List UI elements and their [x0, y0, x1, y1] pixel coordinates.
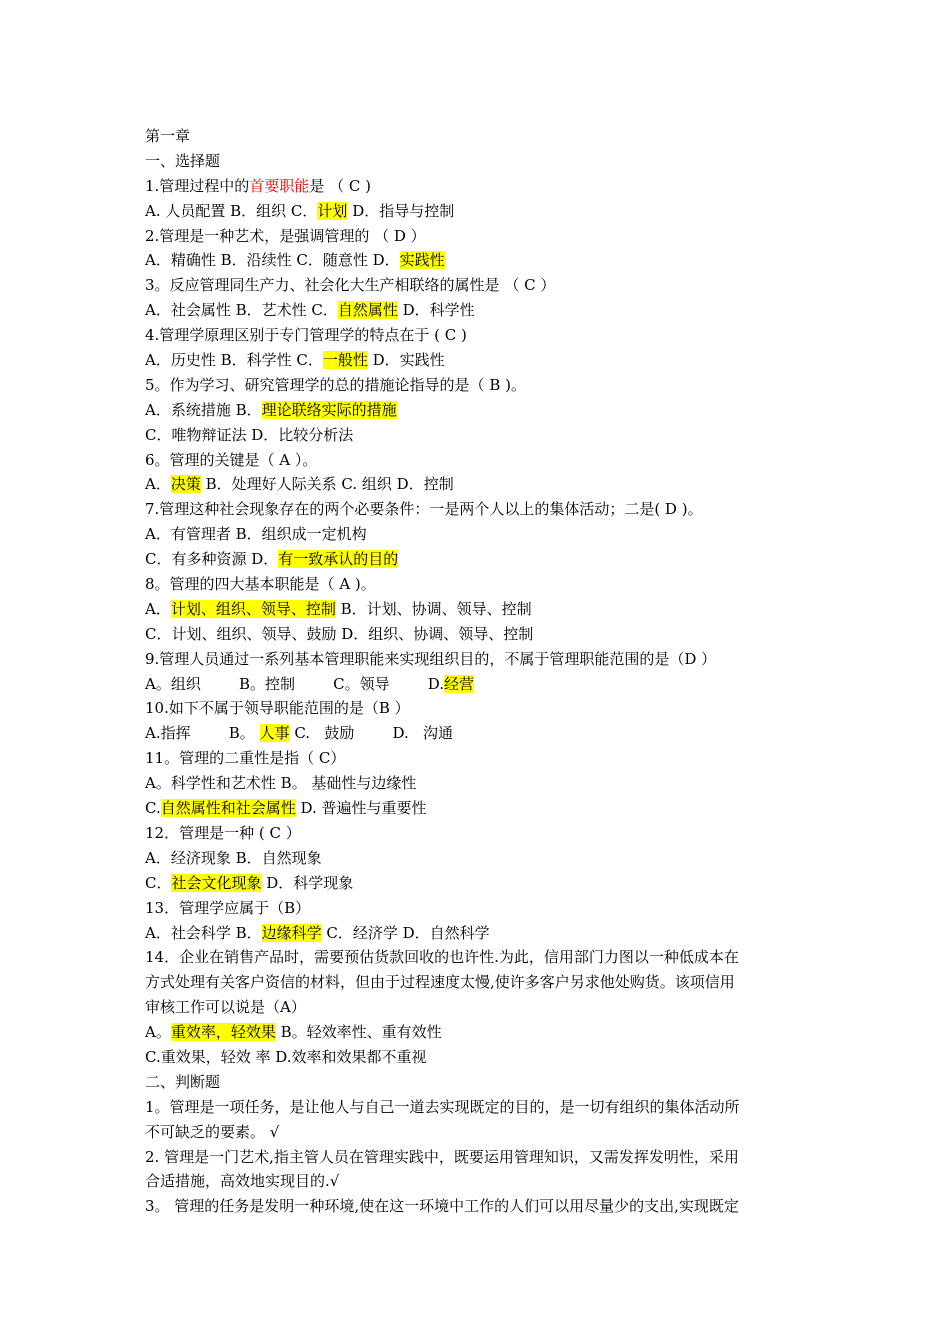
highlighted-answer: 理论联络实际的措施: [261, 400, 397, 419]
text-segment: 方式处理有关客户资信的材料，但由于过程速度太慢,使许多客户另求他处购货。该项信用: [145, 973, 735, 992]
text-line: [145, 273, 810, 298]
text-segment: 7.管理这种社会现象存在的两个必要条件：一是两个人以上的集体活动；二是( D )。: [145, 500, 703, 519]
text-segment: A。组织 B。控制 C。领导 D.: [145, 674, 445, 693]
text-line: [145, 298, 810, 323]
text-segment: A．系统措施 B．: [145, 400, 262, 419]
text-segment: B．处理好人际关系 C. 组织 D．控制: [200, 475, 454, 494]
text-line: [145, 547, 810, 572]
text-line: [145, 647, 810, 672]
text-segment: C．唯物辩证法 D．比较分析法: [145, 425, 354, 444]
highlighted-answer: 经营: [444, 674, 475, 693]
text-line: [145, 522, 810, 547]
text-segment: A．经济现象 B．自然现象: [145, 848, 322, 867]
text-line: [145, 970, 810, 995]
text-segment: A．: [145, 599, 171, 618]
text-line: [145, 921, 810, 946]
text-line: [145, 1194, 810, 1219]
highlighted-answer: 计划、组织、领导、控制: [170, 599, 336, 618]
emphasized-text: 首要职能: [249, 176, 310, 195]
text-segment: D. 普遍性与重要性: [295, 799, 427, 818]
text-segment: 4.管理学原理区别于专门管理学的特点在于 ( C ): [145, 326, 467, 345]
text-segment: 10.如下不属于领导职能范围的是（B ）: [145, 699, 410, 718]
text-segment: 二、判断题: [145, 1072, 221, 1091]
text-line: [145, 124, 810, 149]
text-segment: 5。作为学习、研究管理学的总的措施论指导的是（ B )。: [145, 375, 526, 394]
text-segment: 9.管理人员通过一系列基本管理职能来实现组织目的，不属于管理职能范围的是（D ）: [145, 649, 717, 668]
text-segment: A．有管理者 B．组织成一定机构: [145, 525, 367, 544]
text-segment: 是 （ C ): [309, 176, 371, 195]
text-line: [145, 224, 810, 249]
text-segment: 12．管理是一种 ( C ）: [145, 823, 301, 842]
highlighted-answer: 人事: [259, 724, 290, 743]
text-line: [145, 472, 810, 497]
text-line: [145, 398, 810, 423]
highlighted-answer: 实践性: [399, 251, 445, 270]
text-segment: C．: [145, 873, 172, 892]
text-segment: C．经济学 D．自然科学: [321, 923, 490, 942]
text-line: [145, 771, 810, 796]
text-segment: C.: [145, 799, 161, 818]
text-segment: 3。反应管理同生产力、社会化大生产相联络的属性是 （ C ）: [145, 276, 556, 295]
text-line: [145, 199, 810, 224]
text-segment: 第一章: [145, 127, 191, 145]
text-line: [145, 696, 810, 721]
text-line: [145, 448, 810, 473]
text-line: [145, 248, 810, 273]
text-line: [145, 149, 810, 174]
text-line: [145, 597, 810, 622]
text-line: [145, 846, 810, 871]
text-line: [145, 821, 810, 846]
text-segment: 14．企业在销售产品时，需要预估货款回收的也许性.为此，信用部门力图以一种低成本在: [145, 948, 739, 967]
highlighted-answer: 重效率，轻效果: [170, 1023, 276, 1042]
text-line: [145, 1145, 810, 1170]
text-line: [145, 871, 810, 896]
text-line: [145, 896, 810, 921]
highlighted-answer: 有一致承认的目的: [278, 550, 399, 569]
highlighted-answer: 决策: [170, 475, 201, 494]
document-body: [145, 124, 810, 1219]
text-segment: 合适措施，高效地实现目的.√: [145, 1172, 340, 1191]
text-segment: 1。管理是一项任务，是让他人与自己一道去实现既定的目的，是一切有组织的集体活动所: [145, 1097, 740, 1116]
text-line: [145, 1045, 810, 1070]
text-segment: A．社会属性 B．艺术性 C．: [145, 301, 338, 320]
text-segment: A．社会科学 B．: [145, 923, 262, 942]
highlighted-answer: 自然属性: [337, 301, 398, 320]
text-segment: 6。管理的关键是（ A ）。: [145, 450, 318, 469]
text-line: [145, 995, 810, 1020]
text-line: [145, 348, 810, 373]
text-segment: C.重效果，轻效 率 D.效率和效果都不重视: [145, 1047, 427, 1066]
text-line: [145, 622, 810, 647]
text-segment: C. 鼓励 D. 沟通: [289, 724, 454, 743]
highlighted-answer: 社会文化现象: [171, 873, 262, 892]
text-line: [145, 1120, 810, 1145]
text-line: [145, 1095, 810, 1120]
text-segment: 不可缺乏的要素。 √: [145, 1122, 280, 1141]
text-segment: D．实践性: [367, 351, 445, 370]
text-line: [145, 1020, 810, 1045]
highlighted-answer: 边缘科学: [261, 923, 322, 942]
text-segment: A．历史性 B．科学性 C．: [145, 351, 323, 370]
text-segment: B．计划、协调、领导、控制: [335, 599, 532, 618]
text-line: [145, 323, 810, 348]
text-segment: A。: [145, 1023, 171, 1042]
text-segment: D．科学现象: [261, 873, 354, 892]
text-segment: 11。管理的二重性是指（ C）: [145, 749, 346, 768]
text-segment: A．: [145, 475, 171, 494]
text-line: [145, 423, 810, 448]
text-segment: A。科学性和艺术性 B。 基础性与边缘性: [145, 774, 417, 793]
text-segment: A．精确性 B．沿续性 C．随意性 D．: [145, 251, 400, 270]
highlighted-answer: 一般性: [322, 351, 368, 370]
text-line: [145, 497, 810, 522]
text-segment: 审核工作可以说是（A）: [145, 998, 306, 1017]
text-segment: D．指导与控制: [347, 201, 455, 220]
text-line: [145, 1070, 810, 1095]
text-line: [145, 945, 810, 970]
text-line: [145, 746, 810, 771]
text-segment: D．科学性: [397, 301, 475, 320]
text-segment: A. 人员配置 B．组织 C．: [145, 201, 318, 220]
text-segment: B。轻效率性、重有效性: [275, 1023, 442, 1042]
text-line: [145, 796, 810, 821]
text-segment: C．有多种资源 D．: [145, 550, 279, 569]
text-line: [145, 373, 810, 398]
text-line: [145, 174, 810, 199]
text-line: [145, 572, 810, 597]
highlighted-answer: 计划: [317, 201, 348, 220]
text-line: [145, 1169, 810, 1194]
text-segment: 8。管理的四大基本职能是（ A )。: [145, 575, 376, 594]
text-segment: 一、选择题: [145, 151, 221, 170]
text-segment: 2. 管理是一门艺术,指主管人员在管理实践中，既要运用管理知识，又需发挥发明性，采用: [145, 1147, 739, 1166]
text-line: [145, 672, 810, 697]
text-line: [145, 721, 810, 746]
highlighted-answer: 自然属性和社会属性: [160, 799, 296, 818]
text-segment: 13．管理学应属于（B）: [145, 898, 311, 917]
text-segment: A.指挥 B。: [145, 724, 260, 743]
text-segment: 3。 管理的任务是发明一种环境,使在这一环境中工作的人们可以用尽量少的支出,实现既定: [145, 1197, 739, 1216]
text-segment: C．计划、组织、领导、鼓励 D．组织、协调、领导、控制: [145, 624, 534, 643]
text-segment: 2.管理是一种艺术，是强调管理的 （ D ）: [145, 226, 426, 245]
text-segment: 1.管理过程中的: [145, 176, 250, 195]
